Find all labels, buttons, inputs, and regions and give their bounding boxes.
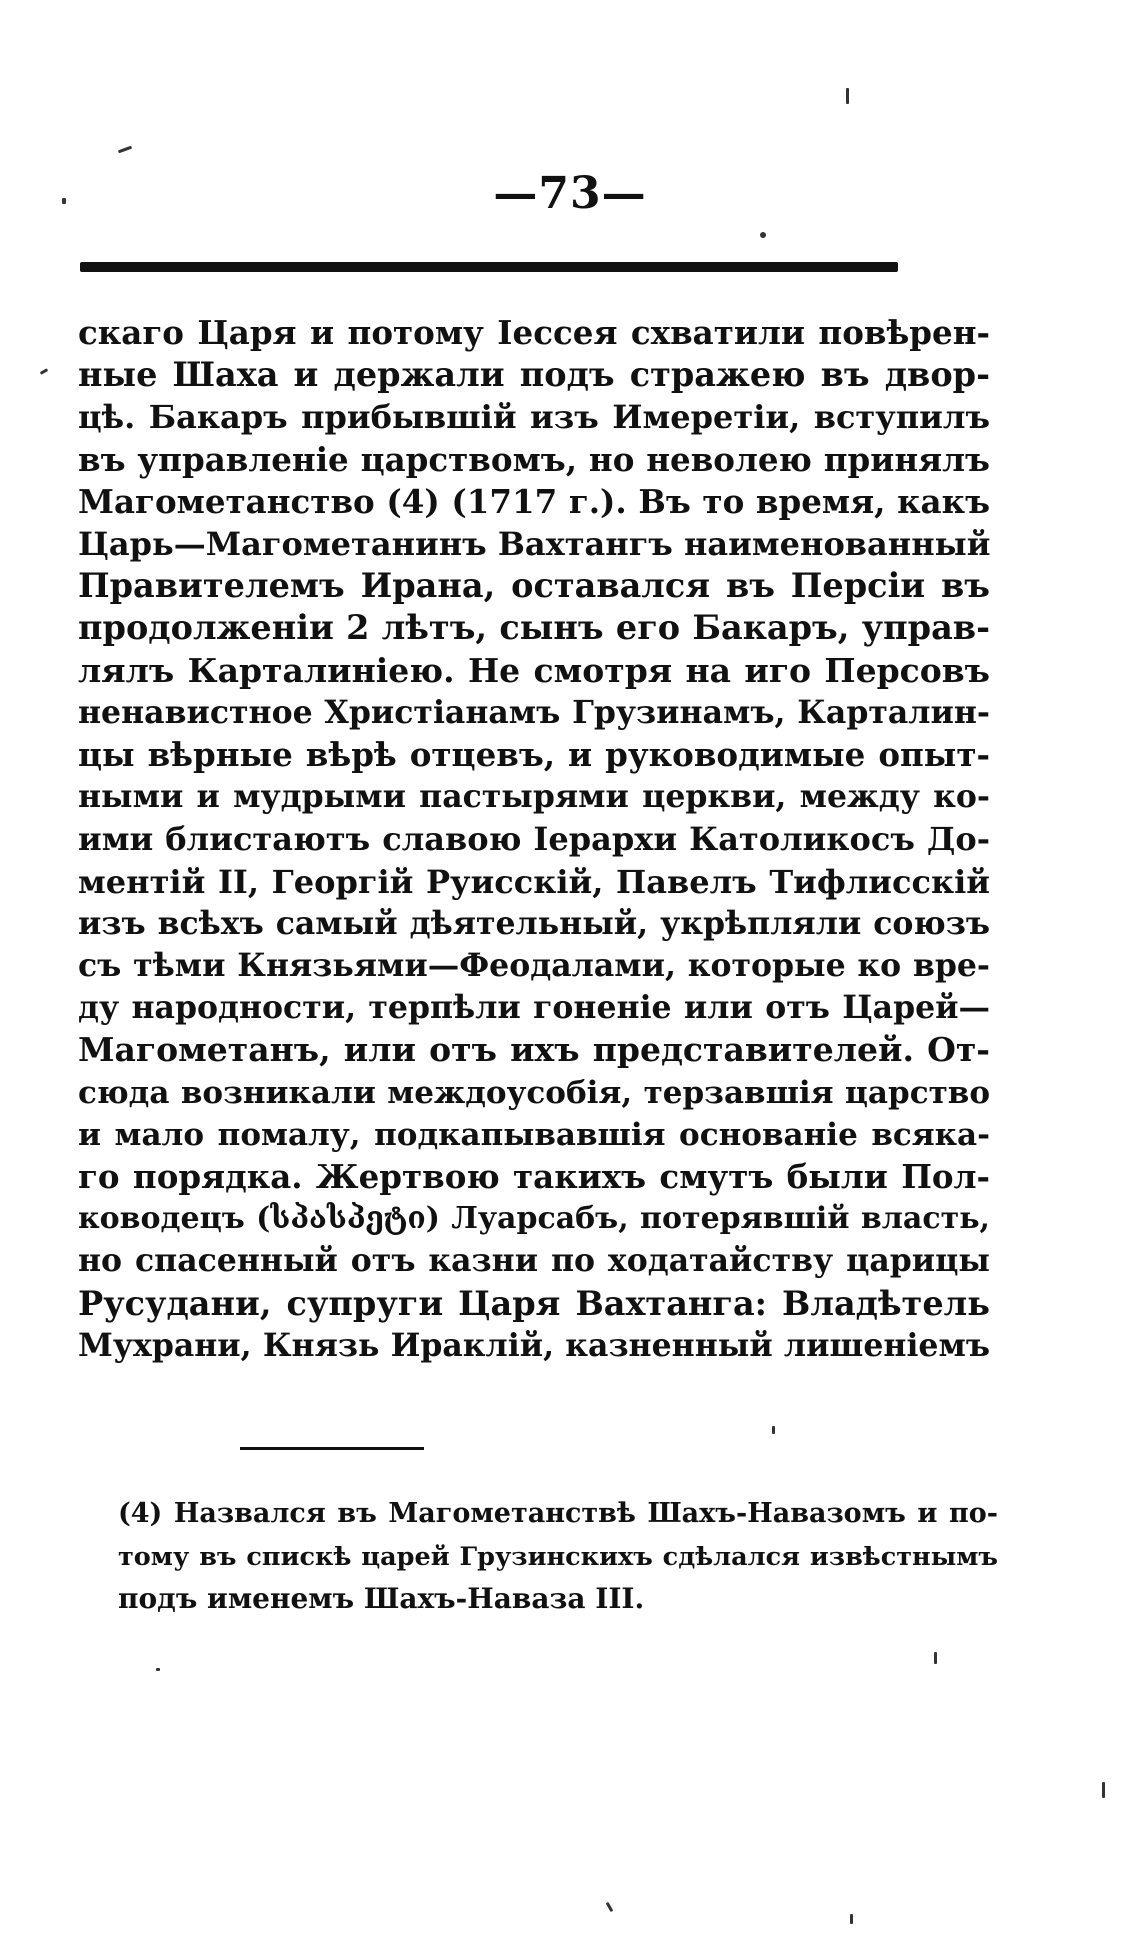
text-line: ными и мудрыми пастырями церкви, между ко-	[78, 778, 990, 816]
text-line: съ тѣми Князьями—Феодалами, которые ко вре-	[78, 947, 990, 985]
scan-speck	[118, 146, 132, 154]
scan-speck	[772, 1426, 775, 1434]
text-line: го порядка. Жертвою такихъ смутъ были Пол-	[78, 1157, 990, 1197]
scan-speck	[850, 1914, 853, 1924]
text-line: ментій II, Георгій Руисскій, Павелъ Тифлисскій	[78, 862, 990, 901]
text-line: и мало помалу, подкапывавшія основаніе всяка-	[78, 1116, 990, 1153]
text-line: изъ всѣхъ самый дѣятельный, укрѣпляли союзъ	[78, 904, 990, 942]
scan-speck	[156, 1668, 160, 1671]
page-number: —73—	[493, 168, 647, 219]
text-line: ные Шаха и держали подъ стражею въ двор-	[78, 355, 990, 395]
header-rule	[80, 262, 898, 272]
body-text	[78, 312, 990, 1367]
scan-speck	[40, 368, 48, 375]
text-line: ими блистаютъ славою Іерархи Католикосъ До-	[78, 820, 990, 859]
text-line: продолженіи 2 лѣтъ, сынъ его Бакаръ, управ-	[78, 608, 990, 648]
scan-speck	[62, 198, 66, 204]
text-line: цѣ. Бакаръ прибывшій изъ Имеретіи, вступилъ	[78, 398, 990, 437]
scan-speck	[1102, 1782, 1105, 1798]
scan-speck	[606, 1902, 614, 1912]
text-line: ду народности, терпѣли гоненіе или отъ Царей—	[78, 989, 990, 1027]
text-line: ненавистное Христіанамъ Грузинамъ, Карталин-	[78, 693, 990, 731]
text-line: въ управленіе царствомъ, но неволею принялъ	[78, 439, 990, 479]
scan-speck	[760, 232, 766, 238]
text-line: Царь—Магометанинъ Вахтангъ наименованный	[78, 525, 990, 564]
text-line: Магометанъ, или отъ ихъ представителей. От-	[78, 1030, 990, 1070]
footnote-rule	[240, 1447, 424, 1450]
text-line: но спасенный отъ казни по ходатайству царицы	[78, 1242, 990, 1280]
footnote	[118, 1493, 998, 1621]
footnote-line: подъ именемъ Шахъ-Наваза III.	[118, 1582, 645, 1615]
text-line: Магометанство (4) (1717 г.). Въ то время, какъ	[78, 481, 990, 521]
text-line: Правителемъ Ирана, оставался въ Персіи въ	[78, 566, 990, 606]
scan-speck	[934, 1652, 937, 1664]
text-line: Мухрани, Князь Ираклій, казненный лишеніемъ	[78, 1326, 990, 1364]
text-line: сюда возникали междоусобія, терзавшія царство	[78, 1074, 990, 1111]
text-line: цы вѣрные вѣрѣ отцевъ, и руководимые опыт-	[78, 735, 990, 775]
text-line: Русудани, супруги Царя Вахтанга: Владѣтель	[78, 1283, 990, 1323]
text-line: ководецъ (სპასპეტი) Луарсабъ, потерявшій власть,	[78, 1201, 990, 1237]
text-line: лялъ Карталиніею. Не смотря на иго Персовъ	[78, 650, 990, 690]
footnote-line: тому въ спискѣ царей Грузинскихъ сдѣлался извѣстнымъ	[118, 1541, 998, 1572]
text-line: скаго Царя и потому Іессея схватили повѣрен-	[78, 313, 990, 352]
scan-speck	[846, 88, 849, 104]
footnote-line: (4) Назвался въ Магометанствѣ Шахъ-Навазомъ и по-	[118, 1498, 998, 1529]
